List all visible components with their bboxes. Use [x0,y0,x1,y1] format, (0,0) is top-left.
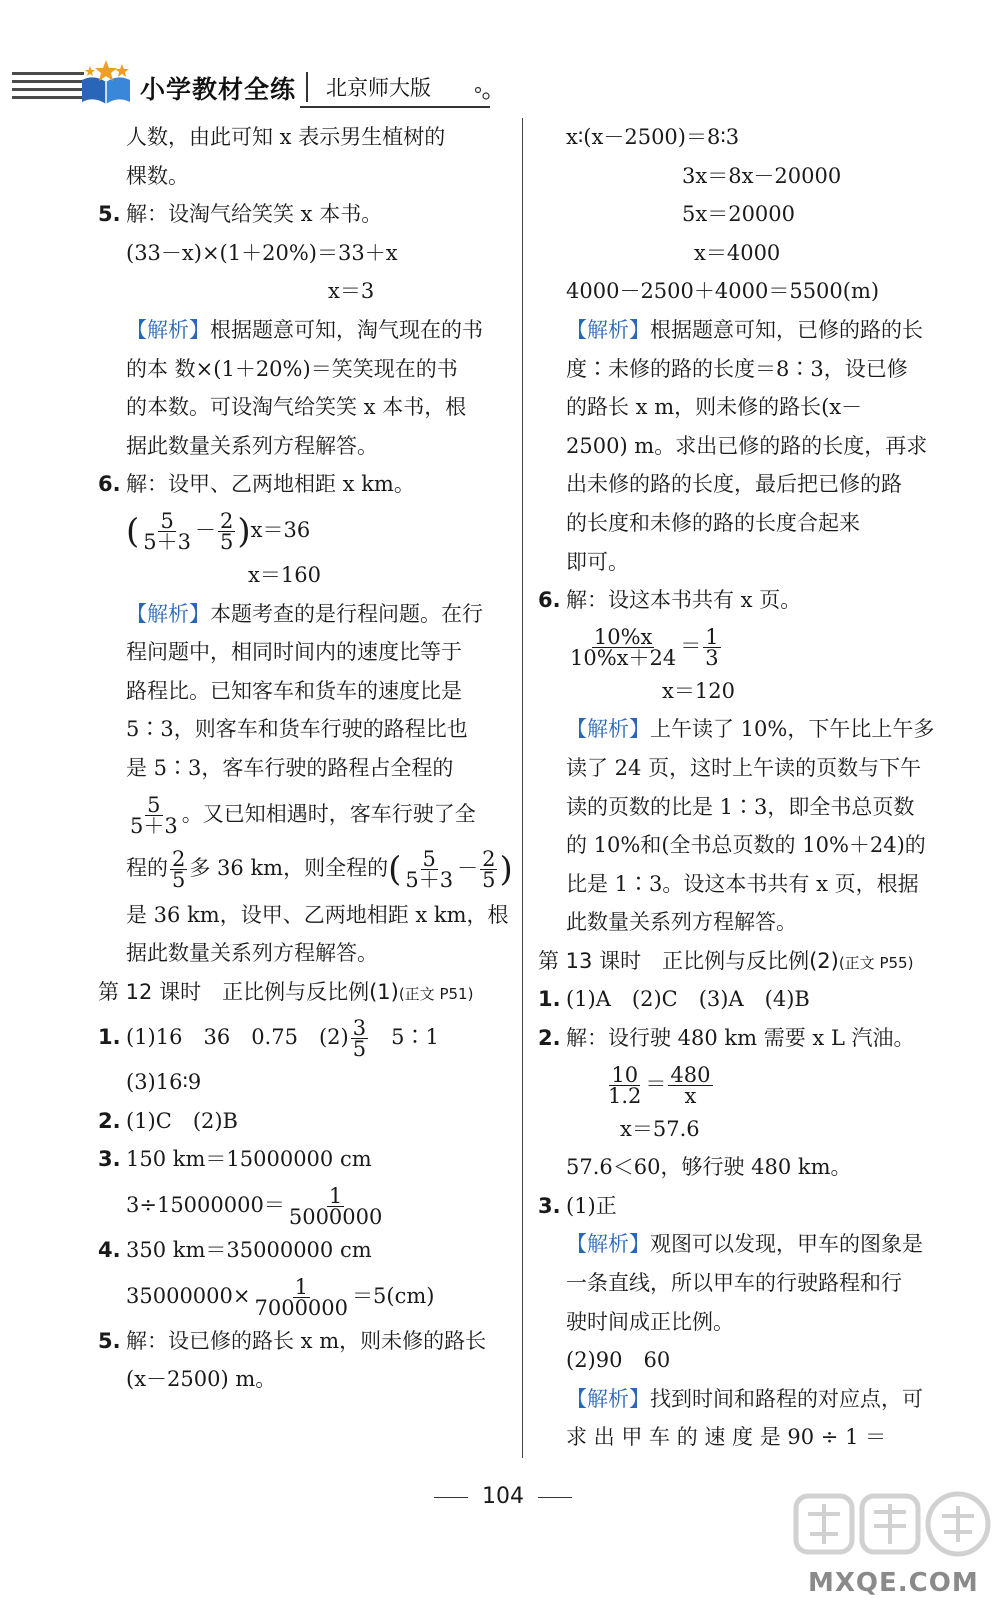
question-6 [98,465,518,504]
denominator: 5 [352,1037,367,1062]
analysis-line: 据此数量关系列方程解答。 [126,941,378,966]
paren-open: ( [126,511,140,552]
lesson-title: 第 12 课时 正比例与反比例(1) [98,979,399,1004]
answer-text: (1)A (2)C (3)A (4)B [566,987,810,1012]
fraction [141,508,193,554]
analysis-line [98,595,518,634]
question-1 [98,1011,518,1063]
analysis-tag: 【解析】 [566,717,650,742]
equation: x∶(x－2500)＝8∶3 [566,125,740,149]
analysis-line: 是 5∶3，客车行驶的路程占全程的 [126,755,454,780]
left-column [98,118,518,1399]
lesson-12-heading [98,973,518,1012]
equation: x＝57.6 [620,1116,700,1141]
page-number-dash [538,1497,572,1498]
answer-text: 5∶1 [370,1025,439,1050]
numerator: 1 [328,1184,343,1209]
question-6 [538,581,958,620]
numerator: 480 [670,1062,711,1087]
question-number: 3. [538,1193,561,1218]
denominator: x [684,1083,697,1108]
denominator: 5＋3 [143,529,191,554]
question-text: 解：设淘气给笑笑 x 本书。 [126,202,383,227]
analysis-line: 度∶未修的路的长度＝8∶3，设已修 [566,356,908,381]
question-text: 解：设这本书共有 x 页。 [566,588,802,613]
fraction [668,1062,712,1108]
column-divider [522,118,523,1458]
analysis-line: 求 出 甲 车 的 速 度 是 90 ÷ 1 ＝ [566,1425,887,1450]
fraction [351,1016,368,1062]
question-number: 5. [98,1328,121,1353]
question-number: 1. [538,987,561,1012]
numerator: 1 [705,624,719,649]
question-text: 解：设行驶 480 km 需要 x L 汽油。 [566,1026,915,1051]
fraction [218,508,235,554]
header-decor-lines [12,72,84,104]
analysis-text: 上午读了 10%，下午比上午多 [650,717,935,742]
answer-text: (1)16 36 0.75 (2) [126,1025,349,1050]
analysis-line: 的路长 x m，则未修的路长(x－ [566,395,863,420]
equation [538,620,958,672]
question-1 [538,980,958,1019]
answer-text: 150 km＝15000000 cm [126,1147,372,1172]
analysis-line [538,1380,958,1419]
question-3 [98,1140,518,1179]
equation: 4000－2500＋4000＝5500(m) [566,279,880,304]
equation: x＝120 [662,678,735,703]
answer-text: (1)C (2)B [126,1108,238,1133]
analysis-tag: 【解析】 [566,1386,650,1411]
analysis-line [538,710,958,749]
fraction [128,792,180,838]
text-line: 人数，由此可知 x 表示男生植树的 [126,125,446,149]
right-column [538,118,958,1457]
equation [98,1270,518,1322]
analysis-line [538,1225,958,1264]
analysis-text: 根据题意可知，已修的路的长 [650,317,923,342]
question-text: 解：设已修的路长 x m，则未修的路长 [126,1328,487,1353]
analysis-line [98,840,518,896]
fraction [568,624,678,670]
numerator: 5 [147,792,161,817]
question-2 [98,1102,518,1141]
numerator: 1 [294,1274,308,1299]
denominator: 5000000 [288,1205,383,1230]
operator: － [457,855,479,880]
analysis-line: 的本数。可设淘气给笑笑 x 本书，根 [126,395,467,420]
analysis-line: 路程比。已知客车和货车的速度比是 [126,678,462,703]
analysis-line: 一条直线，所以甲车的行驶路程和行 [566,1271,902,1296]
text-line: 棵数。 [126,163,189,188]
analysis-line [98,311,518,350]
denominator: 5＋3 [405,867,454,892]
numerator: 10 [611,1062,639,1087]
question-number: 2. [538,1026,561,1051]
denominator: 5 [220,529,234,554]
denominator: 1.2 [608,1083,642,1108]
denominator: 5 [482,867,496,892]
answer-line: 57.6＜60，够行驶 480 km。 [566,1155,852,1180]
denominator: 5 [172,867,186,892]
fraction [252,1274,350,1320]
header-underline [300,106,490,108]
numerator: 5 [160,508,174,533]
numerator: 2 [172,846,186,871]
equation-text: 35000000× [126,1283,251,1308]
equation-text: ＝5(cm) [352,1283,435,1308]
denominator: 3 [705,645,719,670]
operator: ＝ [680,633,702,658]
equation-text: 3÷15000000＝ [126,1193,285,1218]
lesson-title: 第 13 课时 正比例与反比例(2) [538,948,839,973]
question-5b [98,1322,518,1361]
fraction [606,1062,643,1108]
analysis-line [538,311,958,350]
fraction [287,1184,385,1230]
lesson-13-heading [538,942,958,981]
answer-line: (3)16∶9 [126,1070,202,1095]
question-number: 1. [98,1025,121,1050]
denominator: 10%x＋24 [570,645,677,670]
equation: 3x＝8x－20000 [682,163,842,188]
analysis-text: 根据题意可知，淘气现在的书 [210,317,483,342]
analysis-line: 驶时间成正比例。 [566,1309,734,1334]
header-dots-decor [474,84,494,104]
analysis-line: 2500) m。求出已修的路的长度，再求 [566,433,928,458]
analysis-line: 此数量关系列方程解答。 [566,910,797,935]
open-book-icon [78,58,134,108]
analysis-line: 的本 数×(1＋20%)＝笑笑现在的书 [126,356,458,381]
denominator: 7000000 [254,1295,349,1320]
analysis-tag: 【解析】 [566,1232,650,1257]
paren-open: ( [388,849,402,889]
question-number: 6. [538,588,561,613]
analysis-text: 程的 [126,855,168,880]
numerator: 2 [482,846,496,871]
equation-tail: x＝36 [250,517,311,542]
numerator: 10%x [593,624,653,649]
analysis-line: 程问题中，相同时间内的速度比等于 [126,640,462,665]
analysis-tag: 【解析】 [126,317,210,342]
analysis-line: 据此数量关系列方程解答。 [126,433,378,458]
page-header [0,0,1006,120]
fraction [170,846,187,892]
analysis-text: 找到时间和路程的对应点，可 [650,1386,923,1411]
fraction [403,846,455,892]
question-text: 解：设甲、乙两地相距 x km。 [126,472,415,497]
analysis-line [98,788,518,840]
analysis-line: 是 36 km，设甲、乙两地相距 x km，根 [126,902,509,927]
analysis-tag: 【解析】 [126,601,210,626]
page-number-dash [434,1497,468,1498]
question-5 [98,195,518,234]
answer-text: 350 km＝35000000 cm [126,1238,372,1263]
analysis-text: 。又已知相遇时，客车行驶了全 [181,801,476,826]
analysis-text: 多 36 km，则全程的 [189,855,389,880]
operator: ＝ [645,1071,667,1096]
analysis-line: 即可。 [566,549,629,574]
lesson-ref: (正文 P55) [838,953,914,972]
answer-text: (1)正 [566,1193,617,1218]
question-number: 5. [98,202,121,227]
page-number-text: 104 [482,1484,524,1509]
paren-close: ) [499,849,513,889]
question-number: 4. [98,1238,121,1263]
fraction [480,846,497,892]
equation [98,1179,518,1231]
operator: － [195,517,216,542]
question-number: 6. [98,472,121,497]
analysis-line: 的 10%和(全书总页数的 10%＋24)的 [566,833,926,858]
brand-title: 小学教材全练 [140,75,297,104]
question-4 [98,1231,518,1270]
numerator: 2 [220,508,234,533]
question-3 [538,1187,958,1226]
header-separator [306,72,308,102]
equation: x＝160 [248,562,321,587]
equation: (33－x)×(1＋20%)＝33＋x [126,240,398,265]
equation [538,1058,958,1110]
equation: x＝4000 [694,240,781,265]
analysis-text: 本题考查的是行程问题。在行 [210,601,483,626]
question-number: 2. [98,1108,121,1133]
watermark-text: MXQE.COM [808,1568,979,1598]
analysis-text: 观图可以发现，甲车的图象是 [650,1232,923,1257]
numerator: 3 [352,1016,367,1041]
text-line: (x－2500) m。 [126,1367,277,1392]
lesson-ref: (正文 P51) [398,984,474,1003]
answer-line: (2)90 60 [566,1348,671,1373]
equation: 5x＝20000 [682,202,796,227]
equation [98,504,518,556]
analysis-tag: 【解析】 [566,317,650,342]
fraction [703,624,720,670]
paren-close: ) [237,511,251,552]
analysis-line: 读了 24 页，这时上午读的页数与下午 [566,755,922,780]
numerator: 5 [422,846,436,871]
analysis-line: 比是 1∶3。设这本书共有 x 页，根据 [566,871,919,896]
analysis-line: 5∶3，则客车和货车行驶的路程比也 [126,717,468,742]
equation: x＝3 [328,279,375,304]
analysis-line: 出未修的路的长度，最后把已修的路 [566,472,902,497]
edition-label: 北京师大版 [326,76,431,100]
question-number: 3. [98,1147,121,1172]
analysis-line: 的长度和未修的路的长度合起来 [566,510,860,535]
denominator: 5＋3 [130,813,178,838]
question-2 [538,1019,958,1058]
analysis-line: 读的页数的比是 1∶3，即全书总页数 [566,794,915,819]
